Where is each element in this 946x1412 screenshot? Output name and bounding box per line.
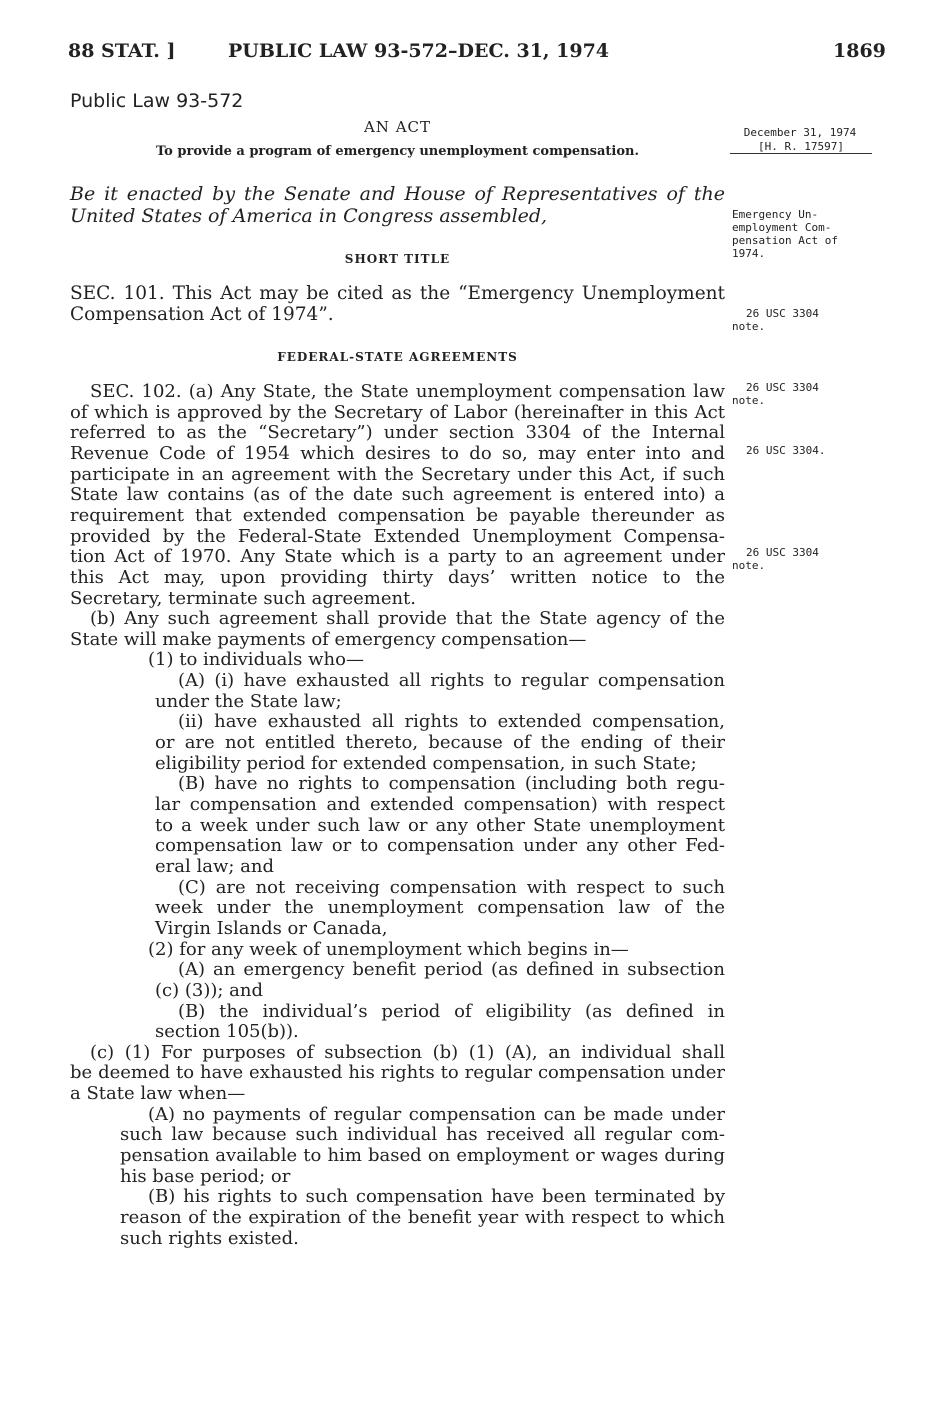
text-line: (A) no payments of regular compensation can be made under [148, 1103, 725, 1125]
text-line: (C) are not receiving compensation with respect to such [178, 876, 725, 898]
text-line: lar compensation and extended compensation) with respect [155, 794, 725, 815]
act-label: AN ACT [363, 118, 432, 136]
text-line: Virgin Islands or Canada, [155, 917, 388, 939]
text-line: a State law when— [70, 1083, 246, 1105]
text-line: provided by the Federal-State Extended Unemployment Compensa- [70, 525, 725, 547]
text-line: this Act may, upon providing thirty days’ written notice to the [70, 566, 725, 588]
text-line: State law contains (as of the date such agreement is entered into) a [70, 484, 725, 506]
margin-date: December 31, 1974 [743, 126, 857, 139]
text-line: referred to as the “Secretary”) under section 3304 of the Internal [70, 422, 725, 444]
margin-note-4 [732, 546, 872, 572]
text-line: SEC. 102. (a) Any State, the State unemployment compensation law [90, 381, 725, 402]
text-line: (B) have no rights to compensation (including both regu- [178, 773, 725, 795]
text-line: (B) the individual’s period of eligibility (as defined in [178, 1000, 725, 1022]
text-line: reason of the expiration of the benefit year with respect to which [120, 1207, 725, 1228]
text-line: compensation law or to compensation under any other Fed- [155, 835, 725, 857]
text-line: section 105(b)). [155, 1021, 299, 1043]
header-title: PUBLIC LAW 93-572–DEC. 31, 1974 [228, 40, 610, 62]
text-line: or are not entitled thereto, because of the ending of their [155, 732, 725, 754]
text-line: (A) (i) have exhausted all rights to regular compensation [178, 670, 725, 692]
text-line: to a week under such law or any other State unemployment [155, 814, 725, 836]
text-line: State will make payments of emergency compensation— [70, 628, 587, 650]
text-line: tion Act of 1970. Any State which is a party to an agreement under [70, 546, 725, 568]
margin-line: Emergency Un- [732, 208, 819, 221]
margin-line: note. [732, 394, 766, 407]
text-line: (A) an emergency benefit period (as defined in subsection [178, 959, 725, 981]
heading-short-title: SHORT TITLE [344, 252, 451, 266]
header-page-number: 1869 [833, 40, 886, 62]
text-line: Revenue Code of 1954 which desires to do so, may enter into and [70, 442, 725, 464]
margin-note-1 [732, 307, 872, 333]
text-line: of which is approved by the Secretary of Labor (hereinafter in this Act [70, 401, 725, 423]
text-line: (b) Any such agreement shall provide that the State agency of the [90, 608, 725, 630]
text-line: requirement that extended compensation be payable thereunder as [70, 504, 725, 526]
margin-line: note. [732, 559, 766, 572]
heading-federal-state: FEDERAL-STATE AGREEMENTS [277, 350, 518, 364]
text-line: (c) (3)); and [155, 979, 263, 1001]
text-line: his base period; or [120, 1165, 291, 1187]
text-line: (2) for any week of unemployment which begins in— [148, 938, 629, 960]
text-line: (1) to individuals who— [148, 649, 364, 671]
text-line: eral law; and [155, 855, 274, 877]
text-line: such rights existed. [120, 1227, 299, 1249]
margin-short-title-note [732, 208, 872, 260]
margin-line: pensation Act of [732, 234, 838, 247]
section-101: SEC. 101. This Act may be cited as the “Emergency Unemployment Compensation Act of 1974”. [70, 283, 725, 325]
margin-line: 26 USC 3304 [746, 307, 819, 320]
law-id: Public Law 93-572 [70, 90, 244, 112]
header-stat-ref: 88 STAT. ] [68, 40, 176, 62]
text-line: (c) (1) For purposes of subsection (b) (1) (A), an individual shall [90, 1041, 725, 1063]
text-line: (ii) have exhausted all rights to extended compensation, [178, 711, 725, 733]
margin-bill-number: [H. R. 17597] [730, 140, 872, 154]
text-line: under the State law; [155, 690, 342, 712]
text-line: eligibility period for extended compensation, in such State; [155, 752, 697, 774]
margin-line: 26 USC 3304 [746, 381, 819, 394]
margin-line: 26 USC 3304 [746, 546, 819, 559]
text-line: (B) his rights to such compensation have been terminated by [148, 1186, 725, 1208]
text-line: participate in an agreement with the Secretary under this Act, if such [70, 463, 725, 485]
margin-line: employment Com- [732, 221, 832, 234]
text-line: Secretary, terminate such agreement. [70, 587, 417, 609]
margin-line: 1974. [732, 247, 766, 260]
margin-note-3: 26 USC 3304. [746, 444, 826, 457]
text-line: pensation available to him based on employment or wages during [120, 1145, 725, 1167]
enacting-clause: Be it enacted by the Senate and House of Representatives of the United States of America in Congress assembled, [70, 183, 725, 227]
margin-note-2 [732, 381, 872, 407]
margin-line: note. [732, 320, 766, 333]
text-line: week under the unemployment compensation law of the [155, 897, 725, 919]
act-purpose: To provide a program of emergency unemployment compensation. [156, 144, 639, 159]
text-line: such law because such individual has received all regular com- [120, 1124, 725, 1146]
text-line: be deemed to have exhausted his rights to regular compensation under [70, 1062, 725, 1084]
